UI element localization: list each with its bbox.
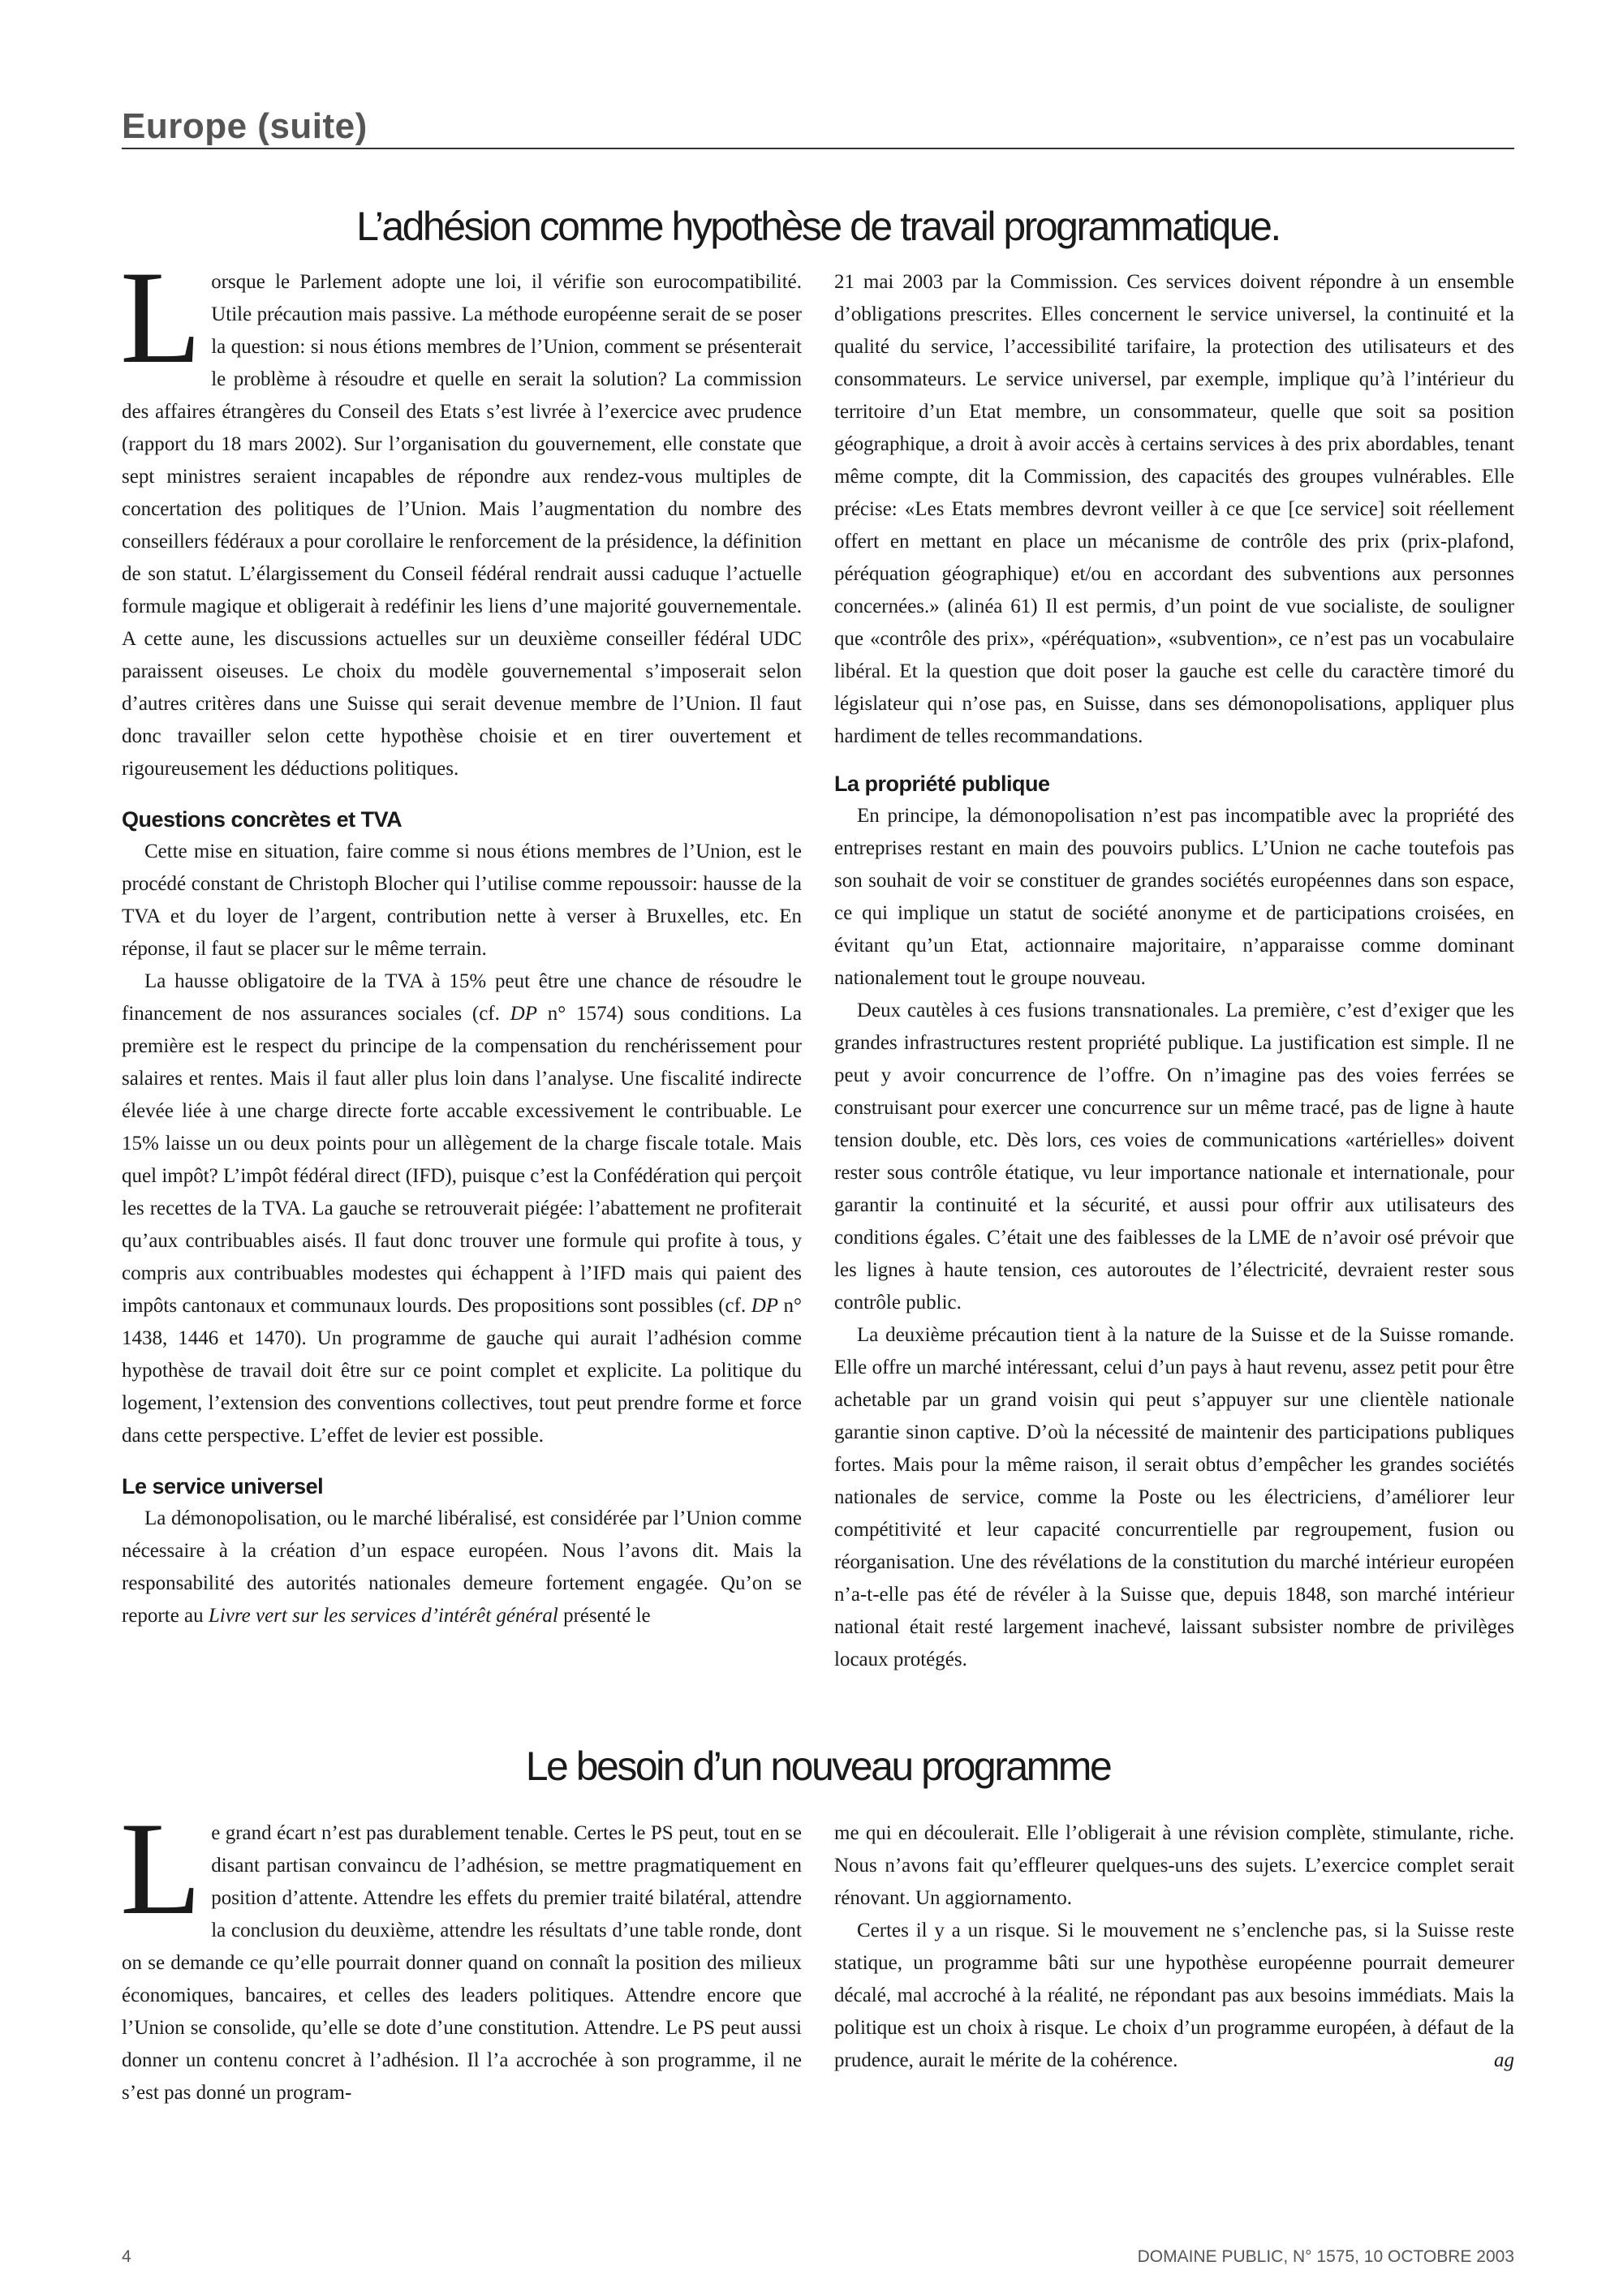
article1-paragraph: Deux cautèles à ces fusions transnationales. La première, c’est d’exiger que les grandes infrastructures restent propriété publique. La justification est simple. Il ne peut y avoir concurrence de l’offre. On n’imagine pas des voies ferrées se construisant pour exercer une concurrence sur un même tracé, pas de ligne à haute tension double, etc. Dès lors, ces voies de communications «artérielles» doivent rester sous contrôle étatique, vu leur importance nationale et internationale, pour garantir la continuité et la sécurité, et aussi pour offrir aux utilisateurs des conditions égales. C’était une des faiblesses de la LME de n’avoir osé prévoir que les lignes à haute tension, ces autoroutes de l’électricité, devraient rester sous contrôle public. [834, 1000, 1514, 1314]
article1-right-column [834, 266, 1514, 1676]
section-title: Europe (suite) [122, 106, 368, 146]
subheading-propriete-publique: La propriété publique [834, 772, 1050, 796]
article1-paragraph: La démonopolisation, ou le marché libéralisé, est considérée par l’Union comme nécessaire à la création d’un espace européen. Nous l’avons dit. Mais la responsabilité des autorités nationales demeure fortement engagée. Qu’on se reporte au Livre vert sur les services d’intérêt général présenté le [122, 1507, 802, 1627]
page-number: 4 [122, 2247, 131, 2266]
article2-paragraph: me qui en découlerait. Elle l’obligerait à une révision complète, stimulante, riche. Nous n’avons fait qu’effleurer quelques-uns des sujets. L’exercice complet serait rénovant. Un aggiornamento. [834, 1822, 1514, 1909]
drop-cap: L [120, 1795, 202, 1942]
article1-paragraph: La hausse obligatoire de la TVA à 15% peut être une chance de résoudre le financement de nos assurances sociales (cf. DP n° 1574) sous conditions. La première est le respect du principe de la compensation du renchérissement pour salaires et rentes. Mais il faut aller plus loin dans l’analyse. Une fiscalité indirecte élevée liée à une charge directe forte accable excessivement le contribuable. Le 15% laisse un ou deux points pour un allègement de la charge fiscale totale. Mais quel impôt? L’impôt fédéral direct (IFD), puisque c’est la Confédération qui perçoit les recettes de la TVA. La gauche se retrouverait piégée: l’abattement ne profiterait qu’aux contribuables aisés. Il faut donc trouver une formule qui profite à tous, y compris aux contribuables modestes qui échappent à l’IFD mais qui paient des impôts cantonaux et communaux lourds. Des propositions sont possibles (cf. DP n° 1438, 1446 et 1470). Un programme de gauche qui aurait l’adhésion comme hypothèse de travail doit être sur ce point complet et explicite. La politique du logement, l’extension des conventions collectives, tout peut prendre forme et force dans cette perspective. L’effet de levier est possible. [122, 970, 803, 1447]
drop-cap: L [120, 244, 202, 391]
article1-left-column [120, 244, 803, 1632]
subheading-service-universel: Le service universel [122, 1474, 324, 1498]
author-signature: ag [1494, 2049, 1514, 2071]
article2-title: Le besoin d’un nouveau programme [525, 1743, 1111, 1789]
publication-info: DOMAINE PUBLIC, N° 1575, 10 OCTOBRE 2003 [1137, 2247, 1514, 2266]
subheading-questions-tva: Questions concrètes et TVA [122, 807, 403, 832]
article1-paragraph: Cette mise en situation, faire comme si nous étions membres de l’Union, est le procédé constant de Christoph Blocher qui l’utilise comme repoussoir: hausse de la TVA et du loyer de l’argent, contribution nette à verser à Bruxelles, etc. En réponse, il faut se placer sur le même terrain. [122, 841, 802, 960]
article1-paragraph: En principe, la démonopolisation n’est pas incompatible avec la propriété des entreprises restant en main des pouvoirs publics. L’Union ne cache toutefois pas son souhait de voir se constituer de grandes sociétés européennes dans son espace, ce qui implique un statut de société anonyme et de participations croisées, en évitant qu’un Etat, actionnaire majoritaire, n’apparaisse comme dominant nationalement tout le groupe nouveau. [834, 805, 1514, 989]
page [120, 105, 1514, 2266]
page-footer [122, 2247, 1514, 2280]
article1-paragraph: 21 mai 2003 par la Commission. Ces services doivent répondre à un ensemble d’obligations prescrites. Elles concernent le service universel, la continuité et la qualité du service, l’accessibilité tarifaire, la protection des utilisateurs et des consommateurs. Le service universel, par exemple, implique qu’à l’intérieur du territoire d’un Etat membre, un consommateur, quelle que soit sa position géographique, a droit à avoir accès à certains services à des prix abordables, tenant même compte, dit la Commission, des capacités des groupes vulnérables. Elle précise: «Les Etats membres devront veiller à ce que [ce service] soit réellement offert en mettant en place un mécanisme de contrôle des prix (prix-plafond, péréquation géographique) et/ou en accordant des subventions aux personnes concernées.» (alinéa 61) Il est permis, d’un point de vue socialiste, de souligner que «contrôle des prix», «péréquation», «subvention», ce n’est pas un vocabulaire libéral. Et la question que doit poser la gauche est celle du caractère timoré du législateur qui n’ose pas, en Suisse, dans ses démonopolisations, appliquer plus hardiment de telles recommandations. [834, 271, 1514, 747]
article2-right-column [834, 1817, 1514, 2077]
article1-paragraph-text: orsque le Parlement adopte une loi, il vérifie son eurocompatibilité. Utile précaution mais passive. La méthode européenne serait de se poser la question: si nous étions membres de l’Union, comment se présenterait le problème à résoudre et quelle en serait la solution? La commission des affaires étrangères du Conseil des Etats s’est livrée à l’exercice avec prudence (rapport du 18 mars 2002). Sur l’organisation du gouvernement, elle constate que sept ministres seraient incapables de répondre aux rendez-vous multiples de concertation des politiques de l’Union. Mais l’augmentation du nombre des conseillers fédéraux a pour corollaire le renforcement de la présidence, la définition de son statut. L’élargissement du Conseil fédéral rendrait aussi caduque l’actuelle formule magique et obligerait à redéfinir les liens d’une majorité gouvernementale. A cette aune, les discussions actuelles sur un deuxième conseiller fédéral UDC paraissent oiseuses. Le choix du modèle gouvernemental s’imposerait selon d’autres critères dans une Suisse qui serait devenue membre de l’Union. Il faut donc travailler selon cette hypothèse choisie et en tirer ouvertement et rigoureusement les déductions politiques. [122, 271, 802, 780]
article1-paragraph [120, 244, 802, 785]
article2-left-column [120, 1795, 802, 2109]
article1-title: L’adhésion comme hypothèse de travail programmatique. [356, 204, 1280, 249]
article2-paragraph: Le grand écart n’est pas durablement tenable. Certes le PS peut, tout en se disant partisan convaincu de l’adhésion, se mettre pragmatiquement en position d’attente. Attendre les effets du premier traité bilatéral, attendre la conclusion du deuxième, attendre les résultats d’une table ronde, dont on se demande ce qu’elle pourrait donner quand on connaît la position des milieux économiques, bancaires, et celles des leaders politiques. Attendre encore que l’Union se consolide, qu’elle se dote d’une constitution. Attendre. Le PS peut aussi donner un contenu concret à l’adhésion. Il l’a accrochée à son programme, il ne s’est pas donné un program- [120, 1795, 802, 2104]
section-header [122, 105, 1514, 149]
article1-paragraph: La deuxième précaution tient à la nature de la Suisse et de la Suisse romande. Elle offre un marché intéressant, celui d’un pays à haut revenu, assez petit pour être achetable par un grand voisin qui peut s’appuyer sur une clientèle nationale garantie sinon captive. D’où la nécessité de maintenir des participations publiques fortes. Mais pour la même raison, il serait obtus d’empêcher les grandes sociétés nationales de service, comme la Poste ou les électriciens, d’améliorer leur compétitivité et leur capacité concurrentielle par regroupement, fusion ou réorganisation. Une des révélations de la constitution du marché intérieur européen n’a-t-elle pas été de révéler à la Suisse que, depuis 1848, son marché intérieur national était resté largement inachevé, laissant subsister nombre de privilèges locaux protégés. [834, 1324, 1514, 1670]
article2-paragraph: Certes il y a un risque. Si le mouvement ne s’enclenche pas, si la Suisse reste statique, un programme bâti sur une hypothèse européenne pourrait demeurer décalé, mal accroché à la réalité, ne répondant pas aux besoins immédiats. Mais la politique est un choix à risque. Le choix d’un programme européen, à défaut de la prudence, aurait le mérite de la cohérence. ag [834, 1915, 1514, 2077]
